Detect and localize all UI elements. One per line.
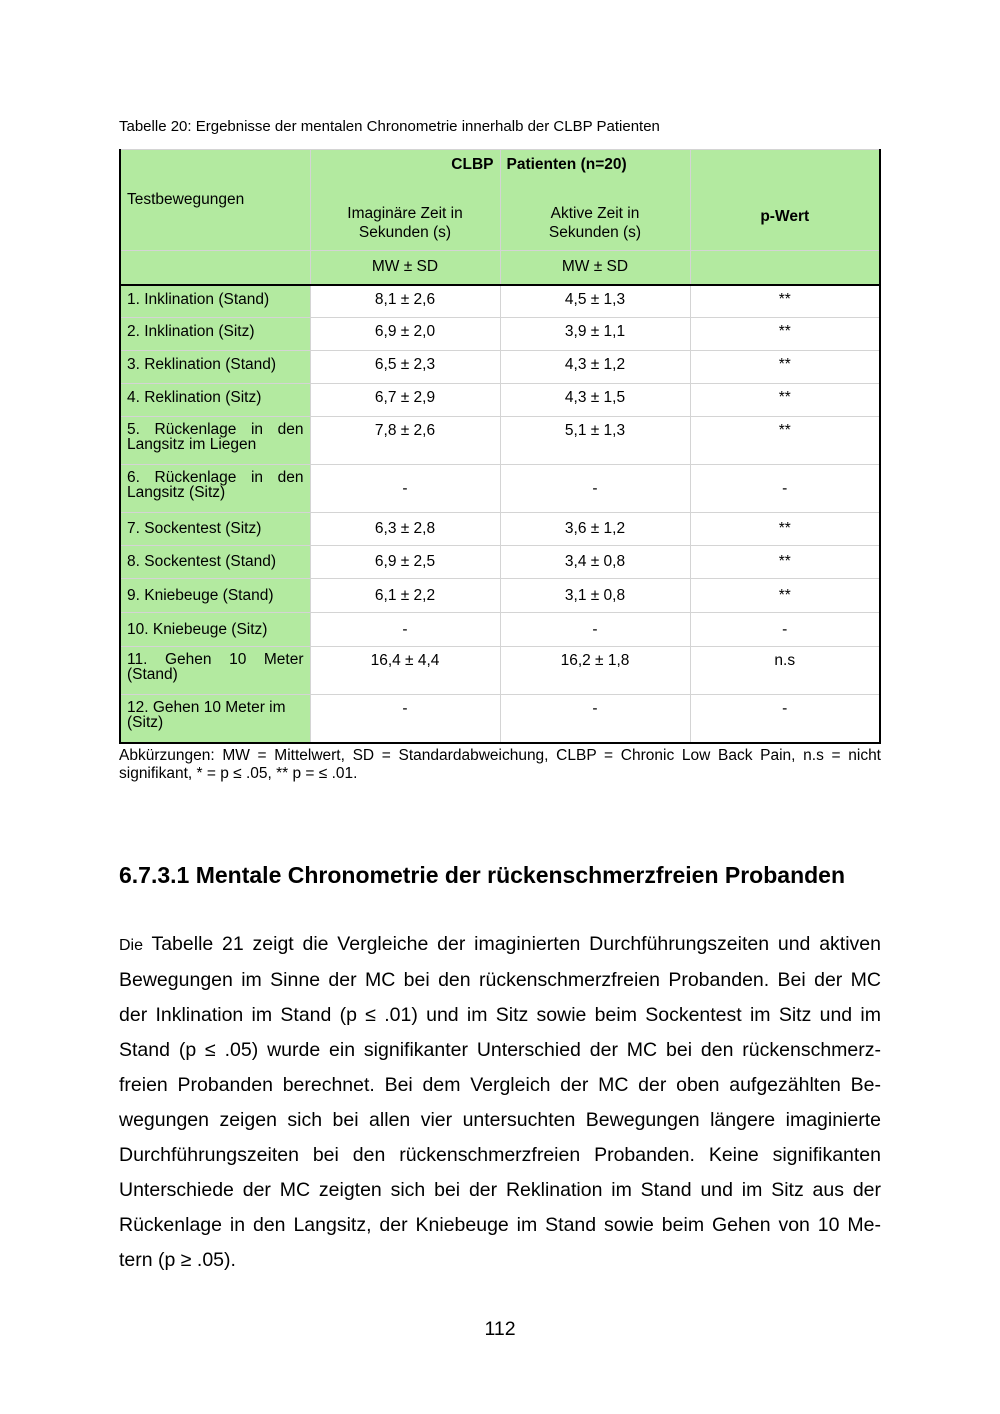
row-label: 7. Sockentest (Sitz) [120,513,310,546]
row-label-line2: (Sitz) [127,714,164,731]
row-label: 3. Reklination (Stand) [120,351,310,384]
row-p: ** [690,384,880,417]
row-p: ** [690,285,880,318]
row-imag: 8,1 ± 2,6 [310,285,500,318]
row-label: 10. Kniebeuge (Sitz) [120,613,310,647]
row-aktiv: - [500,613,690,647]
row-p: - [690,695,880,743]
row-label [120,647,310,695]
header-p-wert: p-Wert [690,150,880,251]
row-p: ** [690,417,880,465]
table-row [120,647,880,695]
row-p: - [690,465,880,513]
table-row [120,384,880,417]
results-table [119,149,881,744]
table-row [120,417,880,465]
header-aktive-line1: Aktive Zeit in [550,205,640,222]
header-aktive [500,150,690,251]
row-aktiv: 4,5 ± 1,3 [500,285,690,318]
header-mw-sd-2: MW ± SD [500,251,690,285]
table-row [120,579,880,613]
header-mw-sd-1: MW ± SD [310,251,500,285]
header-empty-p [690,251,880,285]
header-imaginaere-line2: Sekunden (s) [358,224,452,241]
row-imag: 6,9 ± 2,0 [310,318,500,351]
row-imag: 6,5 ± 2,3 [310,351,500,384]
row-label: 1. Inklination (Stand) [120,285,310,318]
row-label: 8. Sockentest (Stand) [120,546,310,579]
row-aktiv: 3,4 ± 0,8 [500,546,690,579]
row-p: n.s [690,647,880,695]
section-heading: 6.7.3.1 Mentale Chronometrie der rückenschmerzfreien Probanden [119,862,846,888]
row-label [120,465,310,513]
row-aktiv: - [500,695,690,743]
row-p: ** [690,579,880,613]
paragraph-lead-word: Die [119,937,144,954]
body-paragraph [119,927,881,1278]
row-aktiv: 5,1 ± 1,3 [500,417,690,465]
row-aktiv: 3,1 ± 0,8 [500,579,690,613]
header-imaginaere [310,150,500,251]
row-aktiv: 4,3 ± 1,5 [500,384,690,417]
row-aktiv: 3,6 ± 1,2 [500,513,690,546]
row-imag: 7,8 ± 2,6 [310,417,500,465]
table-row [120,513,880,546]
table-row [120,613,880,647]
row-label-line1: 6. Rückenlage in den [127,469,304,486]
row-label [120,417,310,465]
table-row [120,695,880,743]
table-row [120,546,880,579]
row-aktiv: - [500,465,690,513]
row-label: 4. Reklination (Sitz) [120,384,310,417]
row-label [120,695,310,743]
table-caption: Tabelle 20: Ergebnisse der mentalen Chronometrie innerhalb der CLBP Patienten [119,118,660,135]
table-abbreviations: Abkürzungen: MW = Mittelwert, SD = Standardabweichung, CLBP = Chronic Low Back Pain, n.s = nicht signifikant, * = p ≤ .05, ** p = ≤ .01. [119,747,881,782]
row-label-line1: 5. Rückenlage in den [127,421,304,438]
header-empty-cell [120,251,310,285]
row-imag: 6,9 ± 2,5 [310,546,500,579]
row-aktiv: 4,3 ± 1,2 [500,351,690,384]
row-label: 2. Inklination (Sitz) [120,318,310,351]
row-imag: 6,7 ± 2,9 [310,384,500,417]
row-label-line1: 12. Gehen 10 Meter im [127,699,286,716]
row-p: ** [690,351,880,384]
header-clbp: CLBP [451,156,494,173]
row-aktiv: 3,9 ± 1,1 [500,318,690,351]
row-imag: - [310,465,500,513]
row-p: ** [690,513,880,546]
header-aktive-line2: Sekunden (s) [548,224,642,241]
row-label: 9. Kniebeuge (Stand) [120,579,310,613]
row-label-line1: 11. Gehen 10 Meter [127,651,304,668]
row-p: ** [690,546,880,579]
table-row [120,465,880,513]
row-imag: 6,3 ± 2,8 [310,513,500,546]
header-imaginaere-line1: Imaginäre Zeit in [347,205,463,222]
row-label-line2: Langsitz im Liegen [127,436,257,453]
table-row [120,285,880,318]
row-label-line2: Langsitz (Sitz) [127,484,226,501]
row-label-line2: (Stand) [127,666,178,683]
table-row [120,351,880,384]
header-patienten: Patienten (n=20) [506,156,627,173]
table-row [120,318,880,351]
row-p: ** [690,318,880,351]
row-imag: 6,1 ± 2,2 [310,579,500,613]
row-p: - [690,613,880,647]
paragraph-text: Tabelle 21 zeigt die Vergleiche der imaginierten Durchführungszeiten und aktiven Bewegungen im Sinne der MC bei den rückenschmerzfreien Probanden. Bei der MC der Inklination im Stand (p ≤ .01) und im Sitz sowie beim Sockentest im Sitz und im Stand (p ≤ .05) wurde ein signifikanter Unterschied der MC bei den rückenschmerz-freien Probanden berechnet. Bei dem Vergleich der MC der oben aufgezählten Be-wegungen zeigen sich bei allen vier untersuchten Bewegungen längere imaginierte Durchführungszeiten bei den rückenschmerzfreien Probanden. Keine signifikanten Unterschiede der MC zeigten sich bei der Reklination im Stand und im Sitz aus der Rückenlage in den Langsitz, der Kniebeuge im Stand sowie beim Gehen von 10 Me-tern (p ≥ .05). [119,933,881,1271]
page-number: 112 [484,1318,516,1340]
row-imag: 16,4 ± 4,4 [310,647,500,695]
row-aktiv: 16,2 ± 1,8 [500,647,690,695]
row-imag: - [310,695,500,743]
header-testbewegungen: Testbewegungen [120,150,310,251]
row-imag: - [310,613,500,647]
